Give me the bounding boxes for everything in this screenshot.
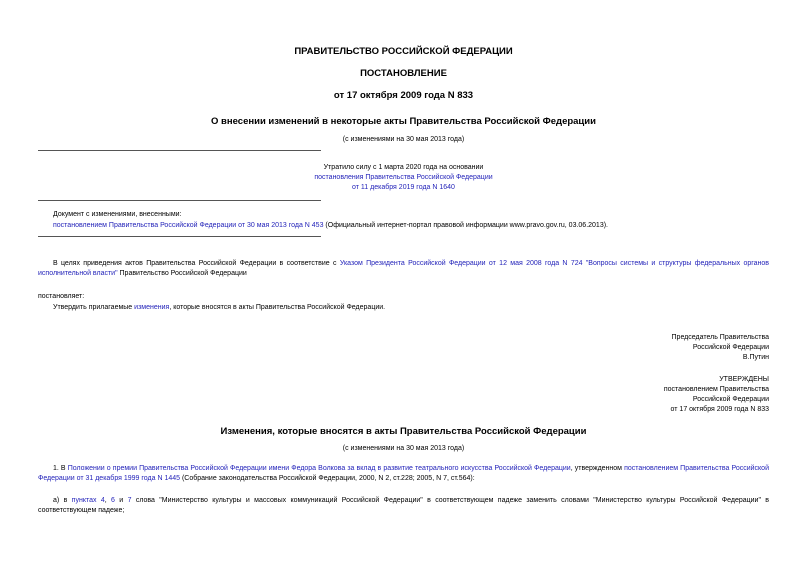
annex-title: Изменения, которые вносятся в акты Правительства Российской Федерации (220, 426, 587, 437)
approved-country: Российской Федерации (692, 396, 769, 403)
decree-1445-link[interactable]: постановлением Правительства Российской Федерации от 31 декабря 1999 года N 1445 (38, 465, 769, 482)
doc-date-number: от 17 октября 2009 года N 833 (333, 90, 474, 101)
doc-type-heading: ПОСТАНОВЛЕНИЕ (360, 68, 447, 79)
annex-item-a: а) в пунктах 4, 6 и 7 слова "Министерство культуры и массовых коммуникаций Российской Федерации" в соответствующем падеже заменить словами "Министерство культуры Российской Федерации" в соответствующем падеже; (38, 497, 770, 514)
divider (38, 200, 321, 201)
preamble-paragraph: В целях приведения актов Правительства Российской Федерации в соответствие с Указом Президента Российской Федерации от 12 мая 2008 года N 724 "Вопросы системы и структуры федеральных органов исполнительной власти" Правительство Российской Федерации (38, 260, 769, 277)
signature-country: Российской Федерации (692, 344, 769, 351)
annex-amend-note: (с изменениями на 30 мая 2013 года) (342, 445, 465, 452)
lost-force-link-decree[interactable]: постановления Правительства Российской Федерации (314, 174, 493, 181)
changes-annex-link[interactable]: изменения (134, 304, 170, 311)
divider (38, 150, 321, 151)
president-decree-link[interactable]: Указом Президента Российской Федерации от 12 мая 2008 года N 724 "Вопросы системы и структуры федеральных органов исполнительной власти" (38, 260, 769, 277)
volkov-prize-link[interactable]: Положении о премии Правительства Российской Федерации имени Федора Волкова за вклад в развитие театрального искусства Российской Федерации (67, 465, 571, 472)
divider (38, 236, 321, 237)
signature-title: Председатель Правительства (671, 334, 769, 341)
lost-force-note: Утратило силу с 1 марта 2020 года на основании (323, 164, 484, 171)
changes-source: (Официальный интернет-портал правовой информации www.pravo.gov.ru, 03.06.2013). (323, 222, 608, 229)
changes-line (53, 221, 753, 231)
decrees-word: постановляет: (38, 293, 85, 300)
lost-force-link-date[interactable]: от 11 декабря 2019 года N 1640 (352, 184, 455, 191)
approved-heading: УТВЕРЖДЕНЫ (719, 376, 769, 383)
changes-link[interactable]: постановлением Правительства Российской Федерации от 30 мая 2013 года N 453 (53, 222, 324, 229)
signature-name: В.Путин (742, 354, 769, 361)
point-4-link[interactable]: пунктах 4 (71, 497, 105, 504)
changes-label: Документ с изменениями, внесенными: (53, 211, 182, 218)
annex-item-1: 1. В Положении о премии Правительства Российской Федерации имени Федора Волкова за вклад в развитие театрального искусства Российской Федерации, утвержденном постановлением Правительства Российской Федерации от 31 декабря 1999 года N 1445 (Собрание законодательства Российской Федерации, 2000, N 2, ст.228; 2005, N 7, ст.564): (38, 465, 769, 482)
page-title: О внесении изменений в некоторые акты Правительства Российской Федерации (211, 116, 596, 127)
approved-date: от 17 октября 2009 года N 833 (670, 406, 769, 413)
government-heading: ПРАВИТЕЛЬСТВО РОССИЙСКОЙ ФЕДЕРАЦИИ (294, 46, 513, 57)
point-6-link[interactable]: 6 (111, 497, 115, 504)
approved-by: постановлением Правительства (663, 386, 769, 393)
point-7-link[interactable]: 7 (127, 497, 132, 504)
amend-note: (с изменениями на 30 мая 2013 года) (342, 136, 465, 143)
approve-paragraph: Утвердить прилагаемые изменения, которые вносятся в акты Правительства Российской Федерации. (53, 304, 386, 311)
